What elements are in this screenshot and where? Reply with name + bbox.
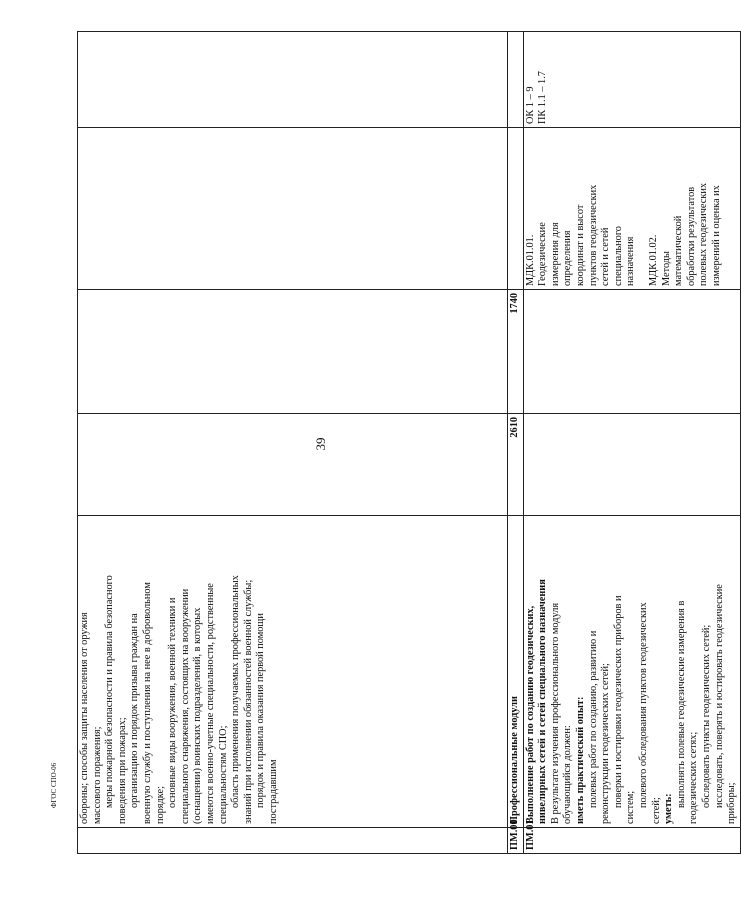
- pm01-practice-label: иметь практический опыт:: [574, 696, 586, 824]
- mdk-line: измерения для: [549, 222, 561, 286]
- cont-line: порядок и правила оказания первой помощи: [255, 613, 267, 808]
- cont-line: знаний при исполнении обязанностей военной службы;: [242, 579, 254, 824]
- cont-line: меры пожарной безопасности и правила безопасного: [104, 575, 116, 808]
- pm01-total-hours-empty: [523, 414, 740, 516]
- page-number: 39: [313, 437, 328, 451]
- mdk-cell-empty: [78, 128, 508, 290]
- pm01-competency-cell: [523, 32, 740, 128]
- pm01-title-line: Выполнение работ по созданию геодезических,: [524, 605, 536, 824]
- pm01-practice-line: поверки и юстировки геодезических приборов и: [612, 595, 624, 808]
- pm00-title: Профессиональные модули: [508, 516, 524, 828]
- mdk-line: полевых геодезических: [698, 183, 710, 286]
- cont-line: поведения при пожарах;: [116, 717, 128, 824]
- footer-code: ФГОС СПО-06: [50, 762, 58, 808]
- total-hours-cell-empty: [78, 414, 508, 516]
- pm00-competency-empty: [508, 32, 524, 128]
- competency-professional: ПК 1.1 – 1.7: [537, 71, 549, 124]
- cont-line: основные виды вооружения, военной техники и: [167, 597, 179, 808]
- pm01-hours-empty: [523, 290, 740, 414]
- mdk-line: обработки результатов: [685, 186, 697, 286]
- mdk-line: специального: [612, 226, 624, 286]
- mdk-line: математической: [673, 215, 685, 286]
- pm00-total-hours: 2610: [508, 414, 524, 516]
- mdk-line: Геодезические: [537, 222, 549, 286]
- pm01-skills-line: геодезических сетях;: [688, 731, 700, 824]
- hours-cell-empty: [78, 290, 508, 414]
- mdk-line: сетей и сетей: [600, 227, 612, 286]
- pm01-title-line: нивелирных сетей и сетей специального назначения: [537, 579, 549, 824]
- table-row-continuation: [78, 32, 508, 854]
- mdk-code: МДК.01.02.: [647, 234, 659, 286]
- cont-line: (оснащении) воинских подразделений, в которых: [192, 607, 204, 824]
- pm00-hours: 1740: [508, 290, 524, 414]
- pm01-skills-label: уметь:: [663, 793, 675, 824]
- cont-line: порядке;: [154, 786, 166, 824]
- curriculum-table: [77, 71, 738, 854]
- mdk-line: Методы: [660, 251, 672, 286]
- competency-cell-empty: [78, 32, 508, 128]
- cont-line: массового поражения;: [91, 726, 103, 824]
- mdk-line: координат и высот: [574, 204, 586, 286]
- pm01-intro-line: обучающийся должен:: [562, 725, 574, 824]
- mdk-line: определения: [562, 230, 574, 286]
- mdk-spacer: [638, 131, 648, 286]
- pm01-skills-line: исследовать, поверять и юстировать геодезические: [713, 584, 725, 808]
- cont-line: военную службу и поступления на нее в добровольном: [141, 582, 153, 824]
- pm01-practice-line: систем;: [625, 790, 637, 824]
- pm01-practice-line: полевого обследования пунктов геодезических: [637, 602, 649, 808]
- pm00-mdk-empty: [508, 128, 524, 290]
- mdk-line: пунктов геодезических: [587, 184, 599, 286]
- cont-line: специального снаряжения, состоящих на вооружении: [179, 588, 191, 824]
- index-cell-empty: [78, 828, 508, 854]
- table-row-pm00: [508, 32, 524, 854]
- mdk-code: МДК.01.01.: [524, 234, 536, 286]
- pm01-mdk-cell: [523, 128, 740, 290]
- pm01-practice-line: реконструкции геодезических сетей;: [600, 663, 612, 824]
- pm00-index: ПМ.00: [508, 828, 524, 854]
- cont-line: организацию и порядок призыва граждан на: [129, 613, 141, 808]
- pm01-intro-line: В результате изучения профессионального модуля: [549, 602, 561, 824]
- cont-line: область применения получаемых профессиональных: [230, 575, 242, 808]
- pm01-practice-line: сетей;: [650, 797, 662, 824]
- cont-line: обороны; способы защиты населения от оружия: [79, 612, 90, 824]
- curriculum-grid: [77, 31, 741, 854]
- pm01-description-cell: [523, 516, 740, 828]
- pm01-practice-line: полевых работ по созданию, развитию и: [587, 630, 599, 808]
- pm01-skills-line: обследовать пункты геодезических сетей;: [700, 624, 712, 808]
- continuation-text-cell: [78, 516, 508, 828]
- mdk-line: измерений и оценка их: [710, 185, 722, 286]
- cont-line: специальностям СПО;: [217, 725, 229, 824]
- table-row-pm01: [523, 32, 740, 854]
- pm01-skills-line: приборы;: [726, 782, 738, 824]
- pm01-index: ПМ.01: [523, 828, 740, 854]
- competency-general: ОК 1 – 9: [524, 86, 536, 124]
- pm01-skills-line: выполнять полевые геодезические измерения в: [675, 600, 687, 808]
- cont-line: имеются военно-учетные специальности, родственные: [204, 583, 216, 824]
- cont-line: пострадавшим: [267, 759, 279, 824]
- mdk-line: назначения: [625, 236, 637, 286]
